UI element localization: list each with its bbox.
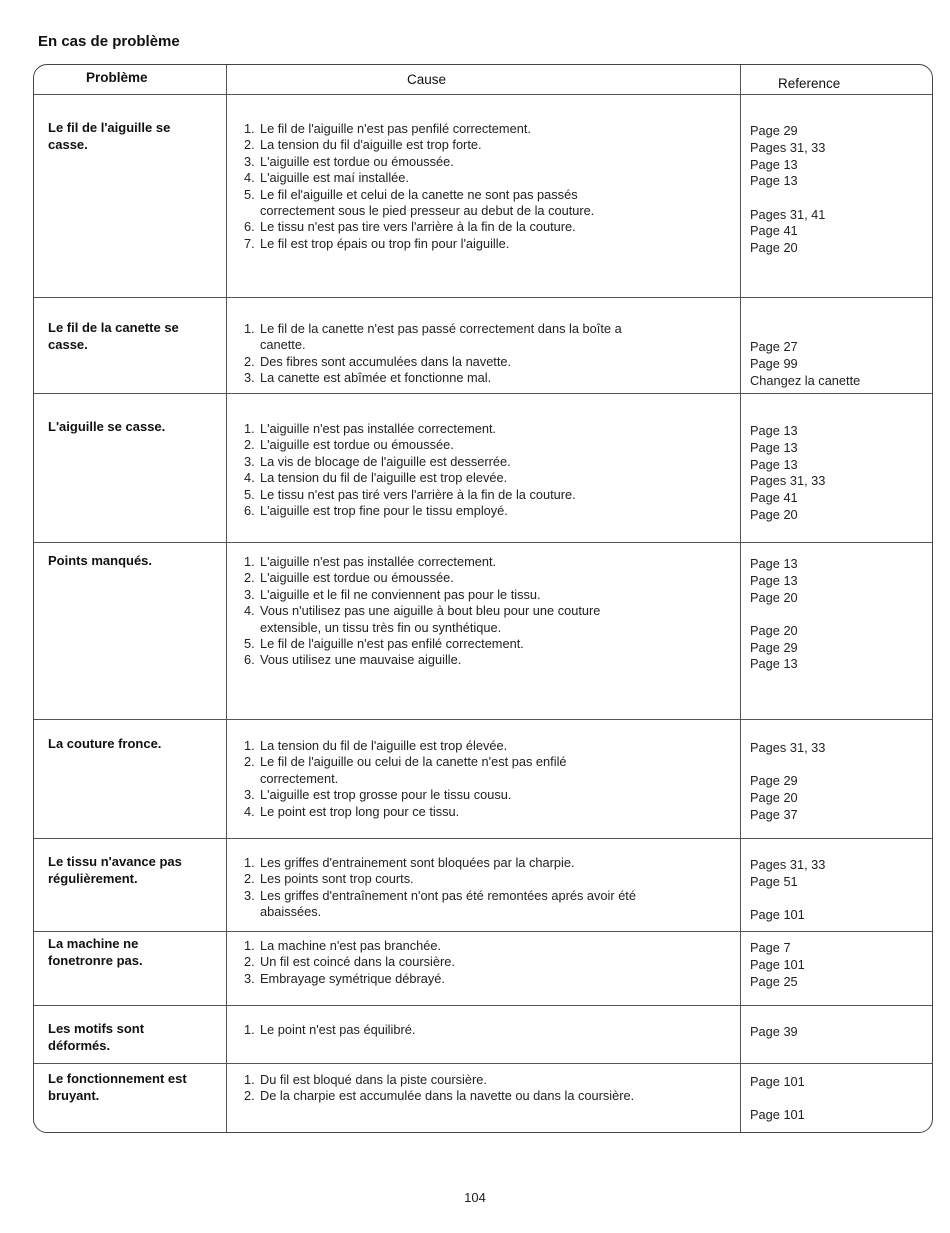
problem-text: La couture fronce.: [48, 736, 162, 751]
cause-item: [244, 203, 594, 219]
problem-text: Points manqués.: [48, 553, 153, 568]
cause-number: 3.: [244, 370, 255, 386]
cause-item: [244, 738, 567, 754]
cause-text: La tension du fil d'aiguille est trop forte.: [260, 137, 482, 153]
cause-number: 2.: [244, 954, 255, 970]
cause-number: 2.: [244, 437, 255, 453]
column-divider: [740, 65, 741, 1132]
reference-item: Page 13: [750, 572, 798, 588]
row-divider: [34, 393, 932, 394]
problem-text: Les motifs sont: [48, 1021, 145, 1036]
reference-item: Page 99: [750, 355, 798, 371]
reference-list: [750, 857, 825, 924]
problem-text: bruyant.: [48, 1088, 100, 1103]
reference-item: Page 13: [750, 423, 798, 438]
reference-item: Changez la canette: [750, 372, 861, 388]
cause-item: [244, 804, 567, 820]
cause-number: 2.: [244, 137, 255, 153]
troubleshooting-table: [33, 64, 933, 1133]
cause-item: [244, 1022, 415, 1038]
cause-list: [244, 855, 636, 921]
header-problem: Problème: [86, 70, 148, 85]
reference-item: Page 20: [750, 622, 798, 638]
cause-text: Le tissu n'est pas tire vers l'arrière à la fin de la couture.: [260, 219, 576, 235]
column-divider: [226, 65, 227, 1132]
cause-text: Les points sont trop courts.: [260, 871, 414, 887]
cause-item: [244, 787, 567, 803]
cause-text: L'aiguille est trop fine pour le tissu employé.: [260, 503, 508, 519]
cause-number: 6.: [244, 652, 255, 668]
cause-list: [244, 321, 622, 387]
cause-number: 3.: [244, 787, 255, 803]
cause-text: Embrayage symétrique débrayé.: [260, 970, 445, 986]
reference-list: [750, 423, 825, 524]
problem-cell: [48, 935, 143, 969]
cause-text: L'aiguille est tordue ou émoussée.: [260, 437, 454, 453]
cause-number: 4.: [244, 603, 255, 619]
header-cause: Cause: [407, 72, 447, 87]
reference-item: Page 20: [750, 589, 798, 605]
cause-number: 5.: [244, 486, 255, 502]
reference-item: Pages 31, 33: [750, 139, 826, 155]
cause-text: L'aiguille est maí installée.: [260, 170, 409, 186]
problem-cell: [48, 735, 161, 752]
cause-item: [244, 603, 600, 619]
cause-number: 2.: [244, 754, 255, 770]
cause-text: L'aiguille et le fil ne conviennent pas pour le tissu.: [260, 586, 541, 602]
problem-text: déformés.: [48, 1038, 111, 1053]
problem-text: casse.: [48, 137, 88, 152]
cause-number: 6.: [244, 503, 255, 519]
cause-text: Du fil est bloqué dans la piste coursière.: [260, 1072, 487, 1087]
cause-item: [244, 971, 455, 987]
reference-item: Page 41: [750, 490, 798, 506]
reference-item: Page 27: [750, 339, 798, 354]
reference-item: Page 29: [750, 773, 798, 789]
cause-item: [244, 855, 636, 871]
cause-number: 1.: [244, 421, 255, 436]
cause-number: 1.: [244, 855, 255, 870]
problem-text: Le fil de la canette se: [48, 320, 179, 335]
cause-number: 2.: [244, 353, 255, 369]
cause-item: [244, 871, 636, 887]
reference-item: Page 13: [750, 439, 798, 455]
header-reference: Reference: [778, 76, 841, 91]
cause-list: [244, 554, 600, 669]
cause-item: [244, 587, 600, 603]
problem-text: La machine ne: [48, 936, 139, 951]
cause-text: L'aiguille est tordue ou émoussée.: [260, 570, 454, 586]
reference-item: Page 41: [750, 223, 798, 239]
cause-item: [244, 771, 567, 787]
row-divider: [34, 1063, 932, 1064]
cause-text: canette.: [260, 337, 306, 353]
cause-number: 1.: [244, 121, 255, 136]
cause-number: 1.: [244, 738, 255, 753]
row-divider: [34, 297, 932, 298]
cause-item: [244, 652, 600, 668]
cause-item: [244, 754, 567, 770]
reference-item: Page 20: [750, 240, 798, 256]
cause-list: [244, 121, 594, 252]
reference-item: Pages 31, 33: [750, 473, 826, 489]
cause-item: [244, 137, 594, 153]
row-divider: [34, 838, 932, 839]
cause-text: Les griffes d'entrainement sont bloquées par la charpie.: [260, 855, 575, 870]
row-divider: [34, 719, 932, 720]
cause-item: [244, 354, 622, 370]
cause-list: [244, 1022, 415, 1038]
cause-text: Le point n'est pas équilibré.: [260, 1022, 416, 1037]
problem-cell: [48, 1070, 187, 1104]
cause-number: 3.: [244, 970, 255, 986]
cause-text: L'aiguille est trop grosse pour le tissu cousu.: [260, 787, 512, 803]
cause-list: [244, 938, 455, 987]
problem-cell: [48, 1020, 144, 1054]
cause-list: [244, 421, 576, 519]
cause-item: [244, 370, 622, 386]
reference-item: Page 37: [750, 806, 798, 822]
reference-list: [750, 740, 825, 824]
reference-item: Page 39: [750, 1024, 798, 1039]
reference-item: Page 7: [750, 940, 791, 955]
cause-text: Le fil est trop épais ou trop fin pour l'aiguille.: [260, 235, 510, 251]
cause-text: Des fibres sont accumulées dans la navette.: [260, 353, 512, 369]
cause-number: 1.: [244, 554, 255, 569]
cause-text: Un fil est coincé dans la coursière.: [260, 954, 455, 970]
cause-number: 2.: [244, 1088, 255, 1104]
page-number: 104: [464, 1190, 486, 1205]
cause-item: [244, 503, 576, 519]
cause-number: 1.: [244, 1022, 255, 1037]
problem-cell: [48, 418, 165, 435]
cause-text: Le point est trop long pour ce tissu.: [260, 803, 460, 819]
problem-text: fonetronre pas.: [48, 953, 143, 968]
cause-item: [244, 570, 600, 586]
reference-item: Page 29: [750, 639, 798, 655]
reference-item: Page 13: [750, 456, 798, 472]
cause-text: L'aiguille est tordue ou émoussée.: [260, 153, 454, 169]
reference-list: [750, 123, 825, 257]
row-divider: [34, 542, 932, 543]
cause-number: 4.: [244, 470, 255, 486]
cause-item: [244, 620, 600, 636]
header-divider: [34, 94, 932, 95]
reference-item: Page 101: [750, 956, 805, 972]
cause-text: Le fil de la canette n'est pas passé correctement dans la boîte a: [260, 321, 622, 336]
cause-item: [244, 337, 622, 353]
cause-text: Vous utilisez une mauvaise aiguille.: [260, 652, 462, 668]
reference-item: Pages 31, 33: [750, 857, 826, 872]
cause-text: La machine n'est pas branchée.: [260, 938, 442, 953]
cause-item: [244, 938, 455, 954]
cause-text: Les griffes d'entraînement n'ont pas été remontées aprés avoir été: [260, 887, 636, 903]
cause-item: [244, 170, 594, 186]
cause-number: 4.: [244, 170, 255, 186]
reference-list: [750, 940, 805, 990]
reference-item: Page 13: [750, 556, 798, 571]
cause-text: L'aiguille n'est pas installée correctement.: [260, 554, 497, 569]
cause-text: La tension du fil de l'aiguille est trop elevée.: [260, 470, 508, 486]
reference-list: [750, 1024, 798, 1041]
cause-text: Le fil de l'aiguille ou celui de la canette n'est pas enfilé: [260, 754, 567, 770]
cause-text: La canette est abîmée et fonctionne mal.: [260, 370, 492, 386]
cause-item: [244, 437, 576, 453]
reference-item: Page 20: [750, 506, 798, 522]
cause-text: L'aiguille n'est pas installée correctement.: [260, 421, 497, 436]
reference-item: Pages 31, 33: [750, 740, 826, 755]
cause-text: Le tissu n'est pas tiré vers l'arrière à la fin de la couture.: [260, 486, 576, 502]
cause-text: correctement.: [260, 770, 339, 786]
cause-number: 1.: [244, 938, 255, 953]
cause-text: Le fil de l'aiguille n'est pas penfilé correctement.: [260, 121, 531, 136]
cause-item: [244, 454, 576, 470]
problem-text: régulièrement.: [48, 871, 138, 886]
cause-item: [244, 470, 576, 486]
reference-list: [750, 339, 860, 389]
cause-item: [244, 888, 636, 904]
page-title: En cas de problème: [38, 33, 180, 50]
problem-cell: [48, 552, 152, 569]
cause-item: [244, 1072, 634, 1088]
reference-item: Page 29: [750, 123, 798, 138]
cause-item: [244, 554, 600, 570]
cause-item: [244, 487, 576, 503]
cause-number: 4.: [244, 803, 255, 819]
cause-text: Le fil de l'aiguille n'est pas enfilé correctement.: [260, 636, 524, 652]
cause-item: [244, 121, 594, 137]
cause-item: [244, 219, 594, 235]
cause-number: 2.: [244, 570, 255, 586]
cause-number: 3.: [244, 887, 255, 903]
problem-cell: [48, 319, 179, 353]
row-divider: [34, 931, 932, 932]
cause-text: La tension du fil de l'aiguille est trop élevée.: [260, 738, 508, 753]
problem-text: L'aiguille se casse.: [48, 419, 166, 434]
cause-number: 7.: [244, 235, 255, 251]
cause-item: [244, 154, 594, 170]
reference-item: Page 51: [750, 873, 798, 889]
reference-item: Pages 31, 41: [750, 206, 826, 222]
cause-number: 2.: [244, 871, 255, 887]
cause-list: [244, 1072, 634, 1105]
row-divider: [34, 1005, 932, 1006]
reference-list: [750, 1074, 805, 1124]
cause-text: extensible, un tissu très fin ou synthétique.: [260, 619, 502, 635]
cause-number: 3.: [244, 586, 255, 602]
reference-item: Page 13: [750, 173, 798, 189]
reference-item: Page 101: [750, 906, 805, 922]
cause-item: [244, 904, 636, 920]
reference-list: [750, 556, 798, 673]
reference-item: Page 20: [750, 789, 798, 805]
problem-text: casse.: [48, 337, 88, 352]
cause-number: 5.: [244, 186, 255, 202]
problem-cell: [48, 853, 182, 887]
reference-item: Page 13: [750, 156, 798, 172]
cause-number: 3.: [244, 453, 255, 469]
cause-list: [244, 738, 567, 820]
cause-text: La vis de blocage de l'aiguille est desserrée.: [260, 453, 511, 469]
cause-number: 1.: [244, 1072, 255, 1087]
reference-item: Page 13: [750, 656, 798, 672]
cause-item: [244, 421, 576, 437]
cause-text: correctement sous le pied presseur au debut de la couture.: [260, 203, 595, 219]
cause-number: 6.: [244, 219, 255, 235]
cause-number: 5.: [244, 636, 255, 652]
reference-item: Page 101: [750, 1107, 805, 1123]
cause-text: Le fil el'aiguille et celui de la canette ne sont pas passés: [260, 186, 578, 202]
problem-text: Le fonctionnement est: [48, 1071, 187, 1086]
cause-item: [244, 954, 455, 970]
problem-cell: [48, 119, 170, 153]
reference-item: Page 101: [750, 1074, 805, 1089]
cause-item: [244, 636, 600, 652]
problem-text: Le fil de l'aiguille se: [48, 120, 171, 135]
cause-text: abaissées.: [260, 904, 322, 920]
cause-item: [244, 236, 594, 252]
cause-number: 1.: [244, 321, 255, 336]
cause-number: 3.: [244, 153, 255, 169]
cause-item: [244, 1088, 634, 1104]
cause-text: Vous n'utilisez pas une aiguille à bout bleu pour une couture: [260, 603, 601, 619]
cause-text: De la charpie est accumulée dans la navette ou dans la coursière.: [260, 1088, 635, 1104]
cause-item: [244, 321, 622, 337]
reference-item: Page 25: [750, 973, 798, 989]
cause-item: [244, 187, 594, 203]
problem-text: Le tissu n'avance pas: [48, 854, 182, 869]
